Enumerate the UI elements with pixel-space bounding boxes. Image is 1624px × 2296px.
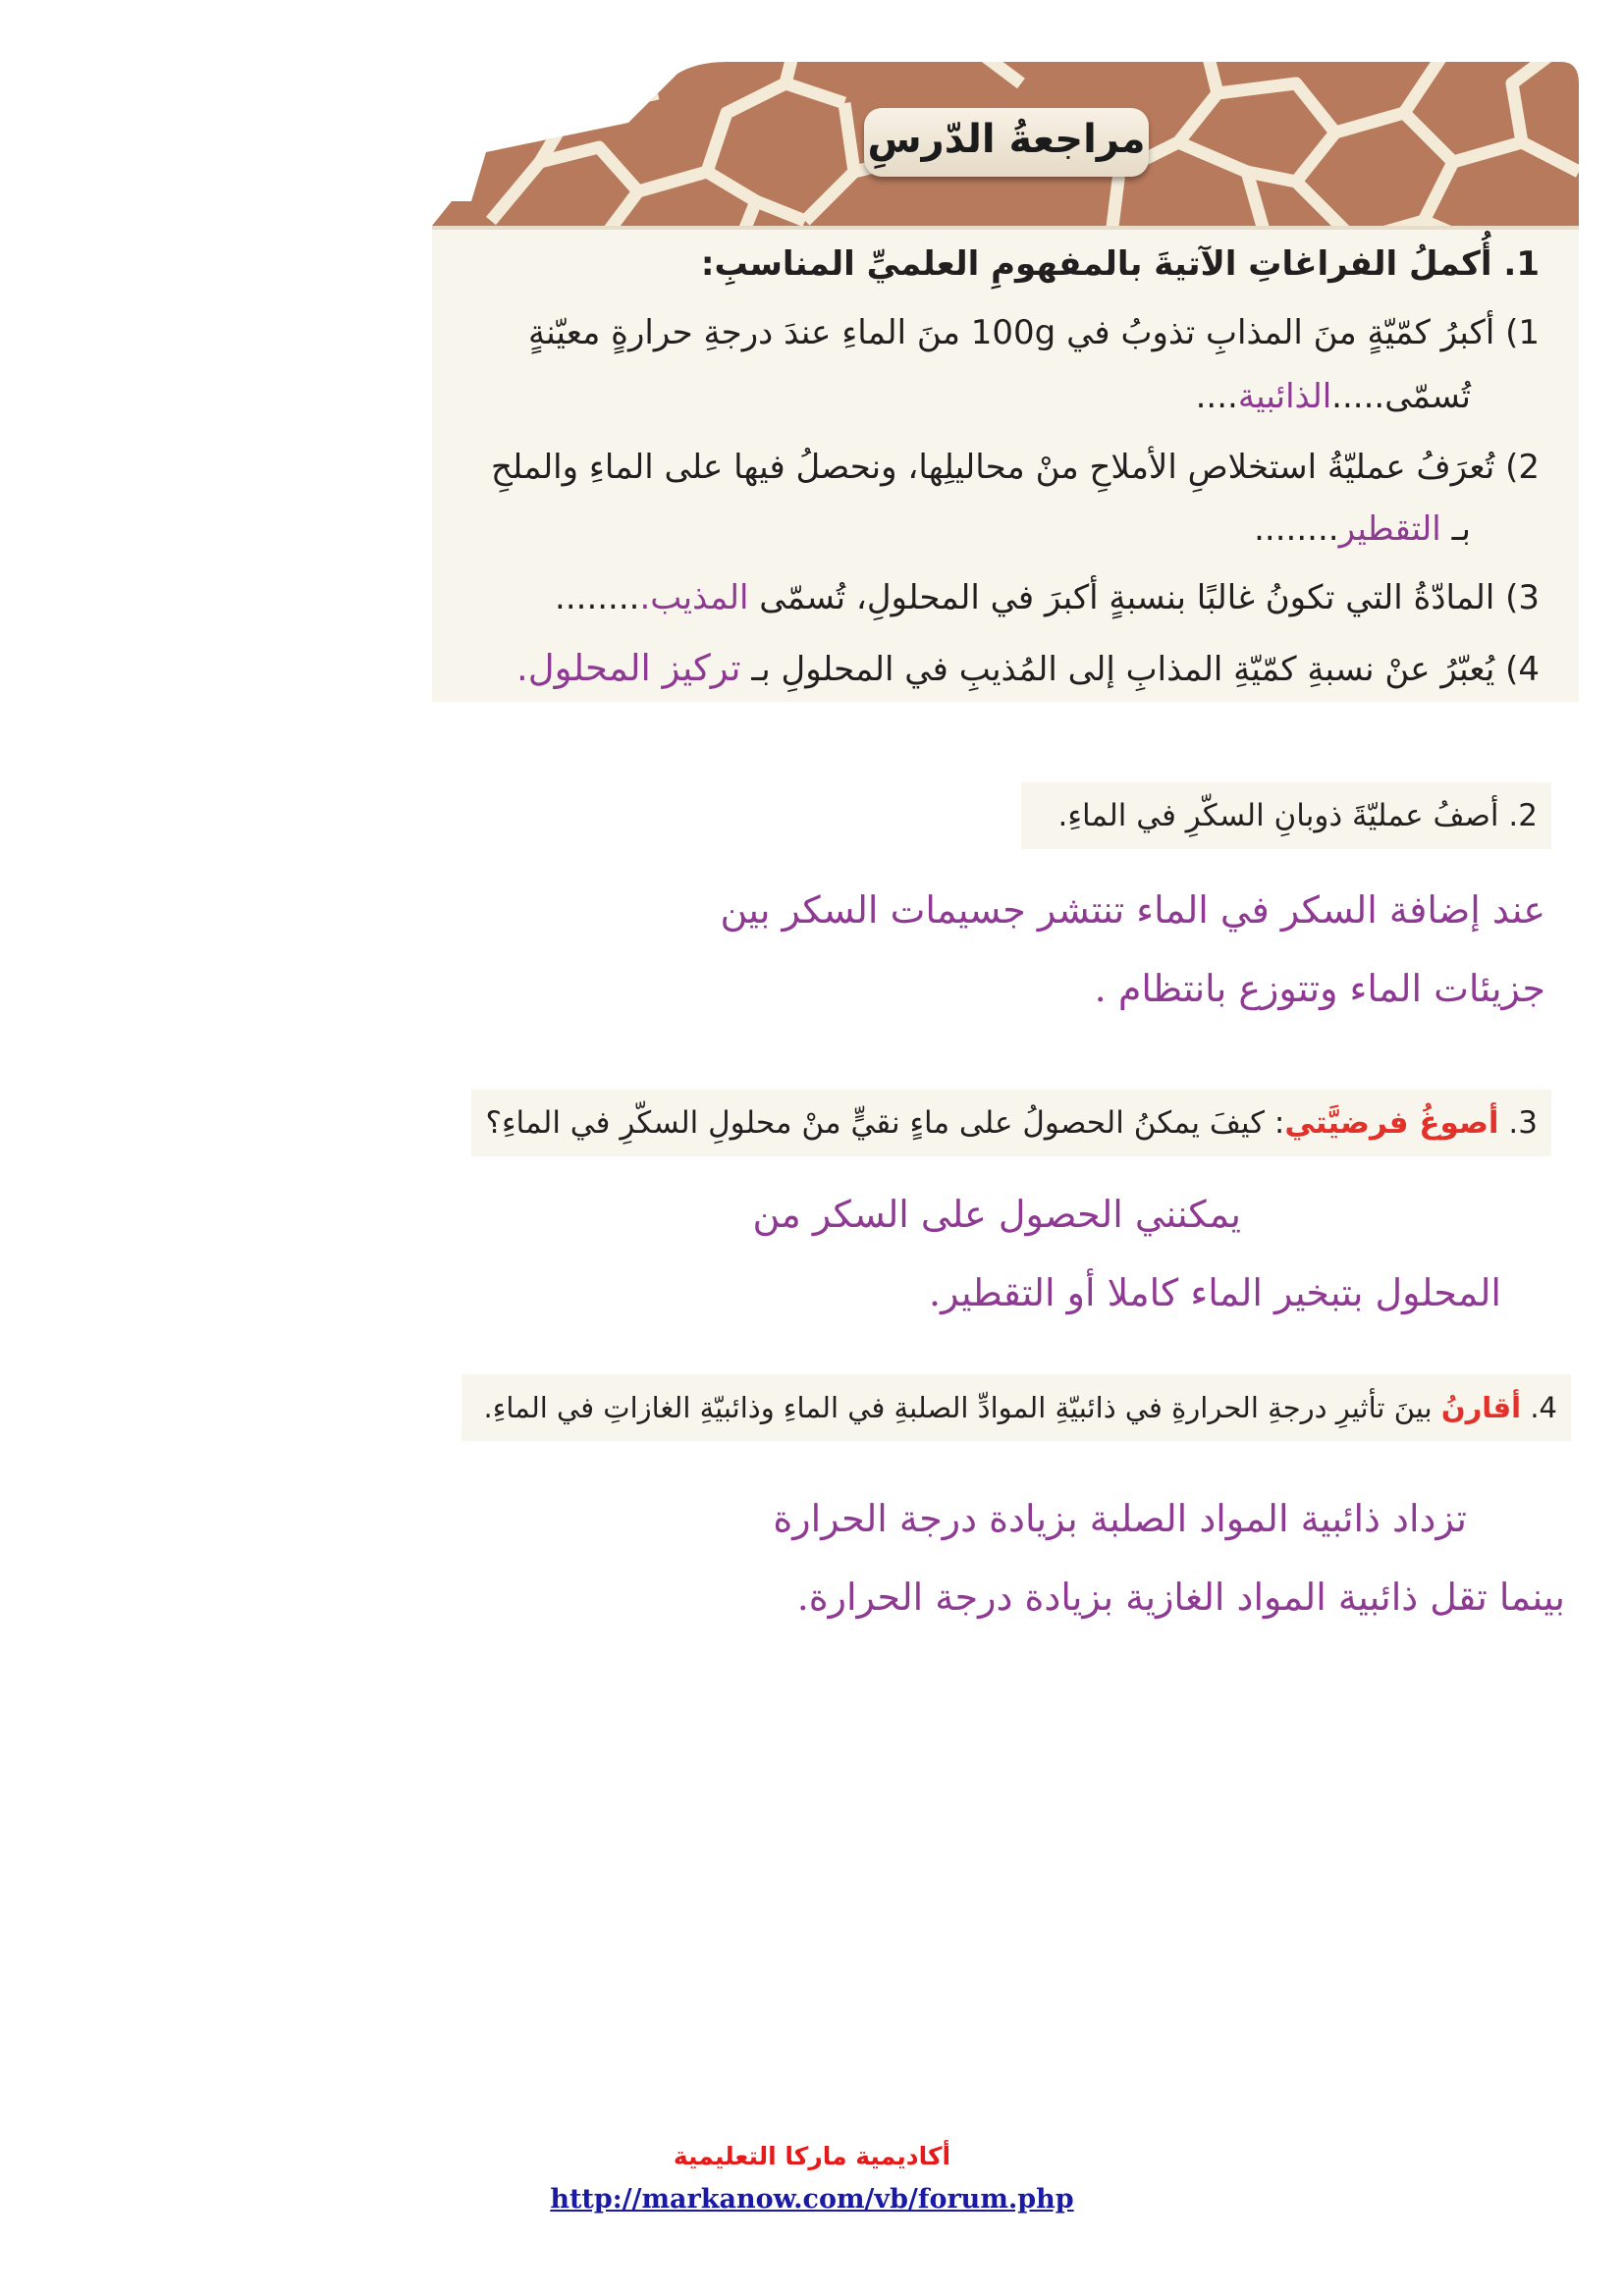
q2-answer-line-1: عند إضافة السكر في الماء تنتشر جسيمات السكر بين <box>720 888 1545 932</box>
lesson-review-box <box>432 54 1579 702</box>
q1-item-1-answer: الذائبية <box>1237 377 1332 416</box>
q3-question <box>471 1090 1551 1156</box>
q1-item-2-dots: ........ <box>1254 509 1339 549</box>
q1-item-1-line2 <box>1196 377 1471 416</box>
q4-highlight: أقارنُ <box>1440 1391 1522 1424</box>
q1-item-1-dots: .... <box>1195 377 1238 416</box>
q2-answer-line-2: جزيئات الماء وتتوزع بانتظام . <box>1094 967 1545 1010</box>
q3-text: : كيفَ يمكنُ الحصولُ على ماءٍ نقيٍّ منْ محلولِ السكّرِ في الماءِ؟ <box>485 1105 1285 1141</box>
q4-question <box>461 1374 1571 1441</box>
q3-answer-line-2: المحلول بتبخير الماء كاملا أو التقطير. <box>929 1271 1501 1314</box>
q2-question: 2. أصفُ عمليّةَ ذوبانِ السكّرِ في الماءِ. <box>1021 782 1551 849</box>
q4-answer-line-1: تزداد ذائبية المواد الصلبة بزيادة درجة الحرارة <box>773 1497 1467 1540</box>
q1-number: 1. <box>1503 244 1540 284</box>
review-box-body <box>432 226 1579 702</box>
q1-item-3-text: 3) المادّةُ التي تكونُ غالبًا بنسبةٍ أكبرَ في المحلولِ، تُسمّى <box>759 578 1540 617</box>
q1-item-2-prefix: بـ <box>1451 509 1471 549</box>
footer-academy-name: أكاديمية ماركا التعليمية <box>673 2142 951 2170</box>
q1-item-3-dots: ........ <box>555 578 640 617</box>
q4-number: 4. <box>1530 1391 1557 1424</box>
q1-prompt: أُكملُ الفراغاتِ الآتيةَ بالمفهومِ العلميِّ المناسبِ: <box>700 244 1492 284</box>
q3-number: 3. <box>1508 1105 1538 1141</box>
q1-prompt-line <box>701 244 1540 284</box>
q3-highlight: أصوغُ فرضيَّتي <box>1284 1105 1499 1141</box>
q1-item-4-answer: تركيز المحلول. <box>516 647 741 689</box>
q1-item-2-answer: التقطير <box>1338 509 1441 549</box>
q4-answer-line-2: بينما تقل ذائبية المواد الغازية بزيادة درجة الحرارة. <box>796 1575 1565 1619</box>
q1-item-4-text: 4) يُعبّرُ عنْ نسبةِ كمّيّةِ المذابِ إلى المُذيبِ في المحلولِ بـ <box>751 650 1540 689</box>
q4-text: بينَ تأثيرِ درجةِ الحرارةِ في ذائبيّةِ الموادِّ الصلبةِ في الماءِ وذائبيّةِ الغازاتِ في الماءِ. <box>483 1391 1433 1424</box>
q3-answer-line-1: يمكنني الحصول على السكر من <box>752 1193 1241 1236</box>
q1-item-4-line <box>516 647 1540 689</box>
q1-item-1-line1: 1) أكبرُ كمّيّةٍ منَ المذابِ تذوبُ في 100g منَ الماءِ عندَ درجةِ حرارةٍ معيّنةٍ <box>528 313 1540 352</box>
review-title: مراجعةُ الدّرسِ <box>867 117 1146 162</box>
footer-forum-link[interactable]: http://markanow.com/vb/forum.php <box>550 2184 1074 2215</box>
q1-item-1-prefix: تُسمّى..... <box>1331 377 1471 416</box>
q1-item-3-answer: المذيب. <box>639 578 749 617</box>
q1-item-2-line2 <box>1254 509 1471 549</box>
q1-item-2-line1: 2) تُعرَفُ عمليّةُ استخلاصِ الأملاحِ منْ محاليلِها، ونحصلُ فيها على الماءِ والملحِ <box>490 448 1540 487</box>
q1-item-3-line <box>555 578 1540 617</box>
